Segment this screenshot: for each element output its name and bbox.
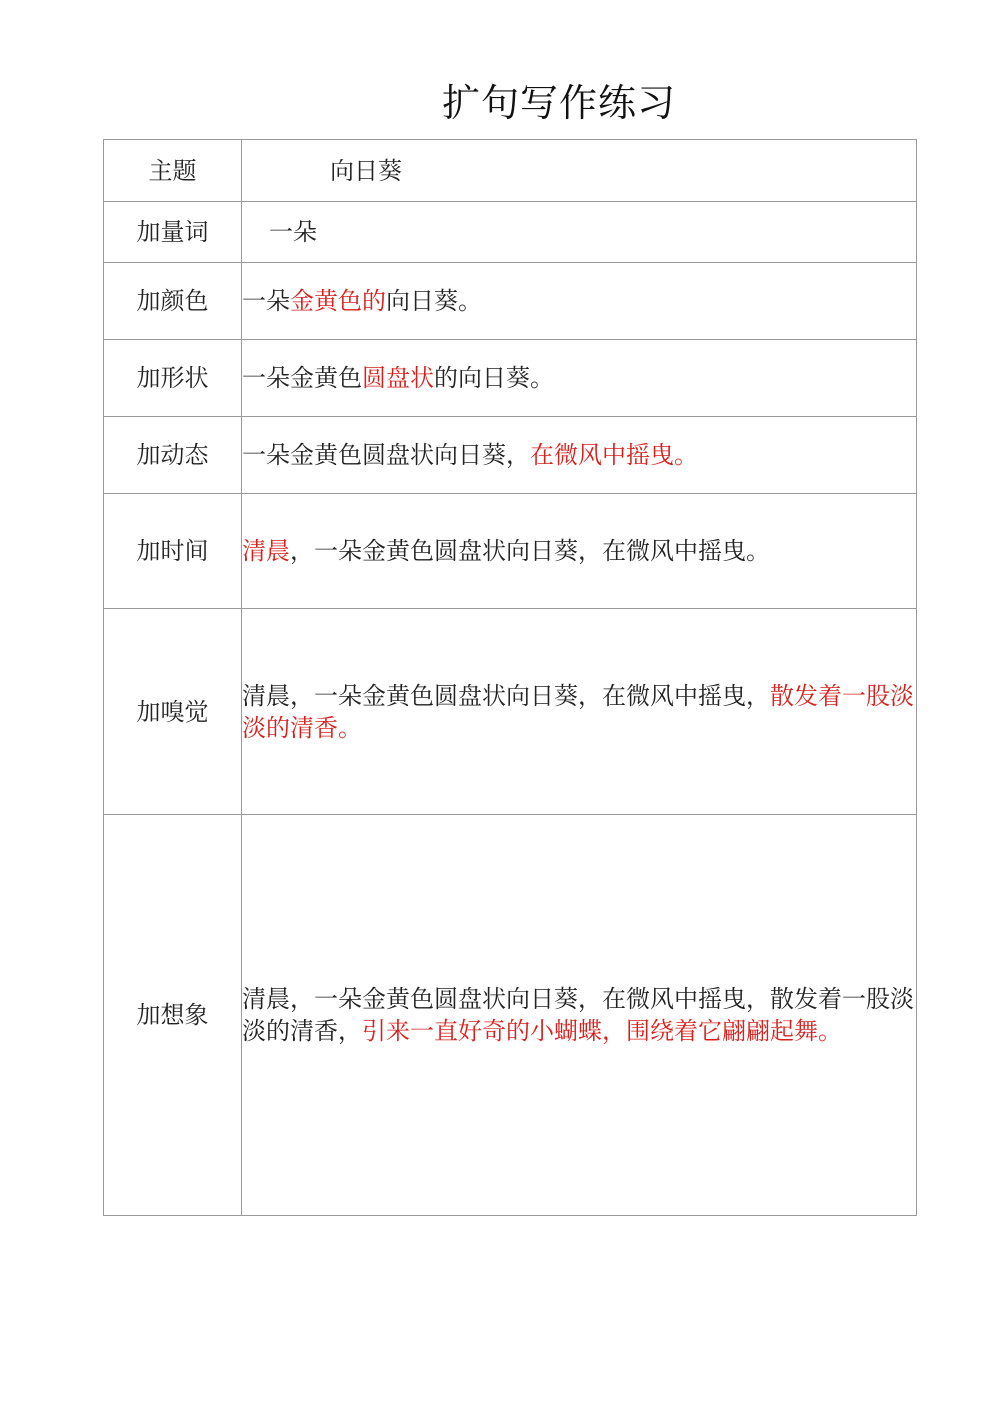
table-row (104, 140, 917, 202)
sentence (242, 439, 916, 471)
page-title: 扩句写作练习 (442, 81, 677, 125)
sentence-segment: 的向日葵。 (434, 364, 554, 392)
sentence-segment: 一朵金黄色 (242, 364, 362, 392)
table-row (104, 263, 917, 340)
table-row (104, 494, 917, 609)
sentence-segment: 一朵金黄色圆盘状向日葵， (242, 441, 530, 469)
row-content (242, 815, 917, 1216)
sentence-segment: 向日葵。 (386, 287, 482, 315)
sentence (242, 362, 916, 394)
sentence (242, 216, 916, 248)
sentence-highlight: 引来一直好奇的小蝴蝶，围绕着它翩翩起舞。 (362, 1017, 842, 1045)
sentence-highlight: 圆盘状 (362, 364, 434, 392)
sentence-segment: 向日葵 (330, 156, 402, 185)
row-label: 加嗅觉 (104, 609, 242, 815)
sentence-highlight: 在微风中摇曳。 (530, 441, 698, 469)
row-label: 主题 (104, 140, 242, 202)
sentence-segment: 一朵 (269, 218, 317, 246)
sentence-segment: ，一朵金黄色圆盘状向日葵，在微风中摇曳。 (290, 537, 770, 565)
row-content (242, 202, 917, 263)
table-row (104, 609, 917, 815)
table-row (104, 202, 917, 263)
sentence-segment: 一朵 (242, 287, 290, 315)
row-label: 加动态 (104, 417, 242, 494)
row-label: 加时间 (104, 494, 242, 609)
sentence-highlight: 金黄色的 (290, 287, 386, 315)
sentence (242, 680, 916, 744)
sentence-segment: 清晨，一朵金黄色圆盘状向日葵，在微风中摇曳， (242, 681, 770, 710)
row-label: 加量词 (104, 202, 242, 263)
sentence (242, 535, 916, 567)
sentence-highlight: 清晨 (242, 537, 290, 565)
row-content (242, 140, 917, 202)
table-row (104, 417, 917, 494)
row-content (242, 417, 917, 494)
sentence (242, 285, 916, 317)
sentence-segment: 清晨，一朵金黄色圆盘状向日葵，在微风中摇曳，散发着一股淡淡的清香， (242, 985, 914, 1045)
row-label: 加形状 (104, 340, 242, 417)
expansion-table (103, 139, 917, 1216)
row-label: 加想象 (104, 815, 242, 1216)
table-body (104, 140, 917, 1216)
row-content (242, 494, 917, 609)
sentence (242, 983, 916, 1047)
sentence-highlight: 散发着一股淡淡的清香。 (242, 681, 914, 742)
row-label: 加颜色 (104, 263, 242, 340)
sentence (242, 155, 916, 187)
table-row (104, 340, 917, 417)
row-content (242, 340, 917, 417)
row-content (242, 263, 917, 340)
row-content (242, 609, 917, 815)
table-row (104, 815, 917, 1216)
